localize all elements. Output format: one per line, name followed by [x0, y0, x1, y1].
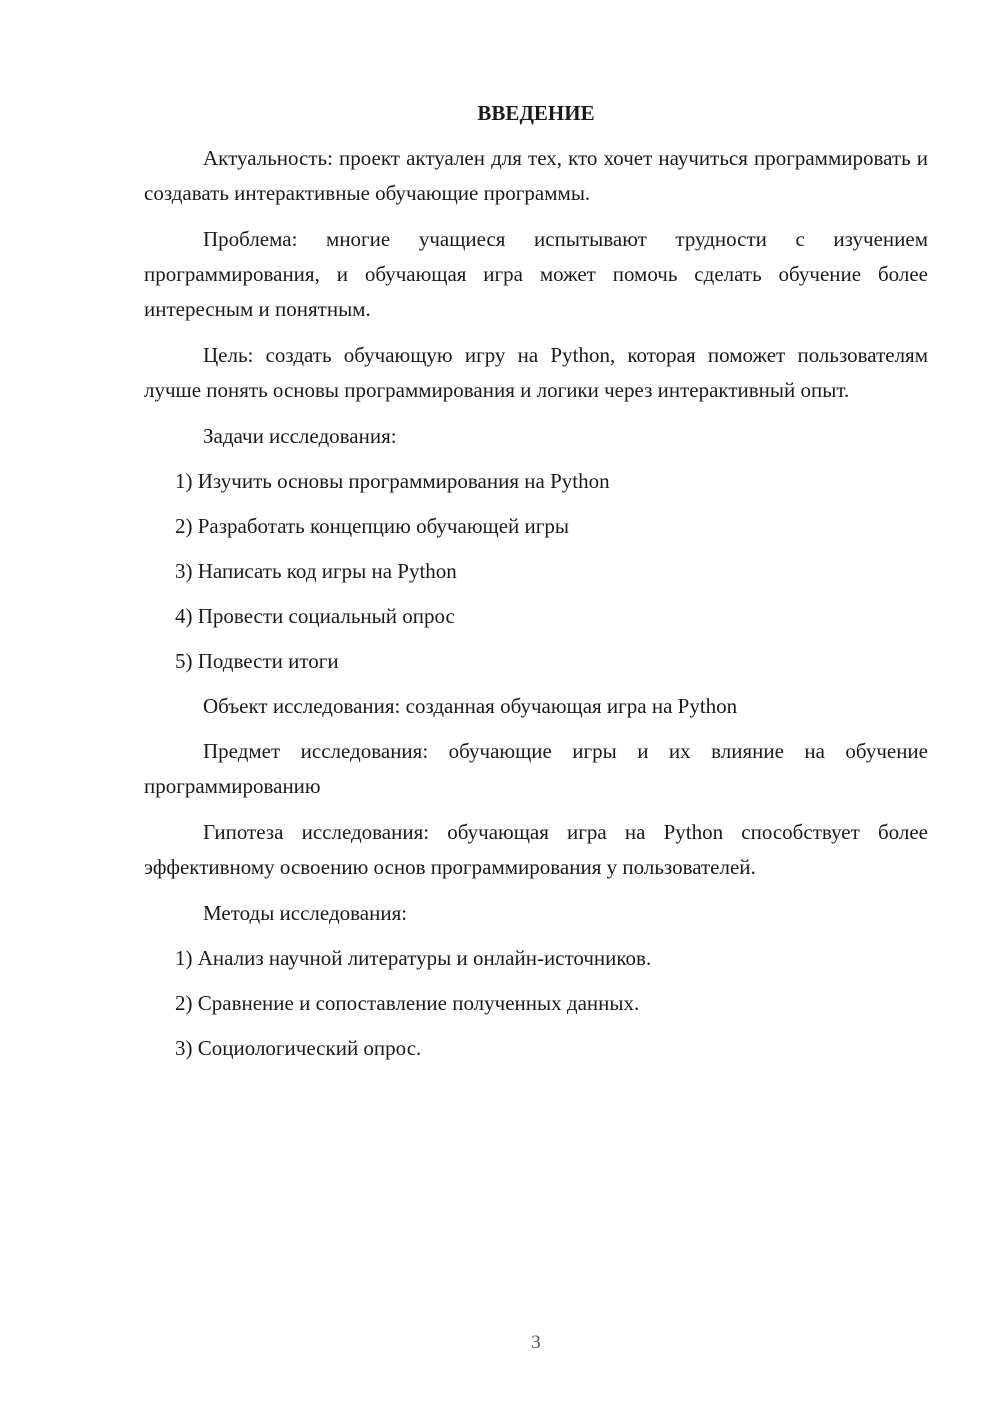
- methods-list-item: 3) Социологический опрос.: [175, 1036, 422, 1060]
- research-hypothesis: Гипотеза исследования: обучающая игра на Python способствует более эффективному освоению основ программирования у пользователей.: [144, 820, 928, 879]
- research-object: Объект исследования: созданная обучающая игра на Python: [203, 694, 738, 718]
- problem-paragraph: Проблема: многие учащиеся испытывают трудности с изучением программирования, и обучающая игра может помочь сделать обучение более интересным и понятным.: [144, 227, 928, 321]
- methods-label: Методы исследования:: [203, 901, 408, 925]
- tasks-list-item: 4) Провести социальный опрос: [175, 604, 455, 628]
- tasks-list-item: 1) Изучить основы программирования на Python: [175, 469, 610, 493]
- tasks-list-item: 3) Написать код игры на Python: [175, 559, 457, 583]
- methods-list-item: 2) Сравнение и сопоставление полученных данных.: [175, 991, 640, 1015]
- research-subject: Предмет исследования: обучающие игры и их влияние на обучение программированию: [144, 739, 928, 798]
- page-number: 3: [531, 1332, 541, 1353]
- tasks-list-item: 2) Разработать концепцию обучающей игры: [175, 514, 569, 538]
- tasks-label: Задачи исследования:: [203, 424, 397, 448]
- methods-list-item: 1) Анализ научной литературы и онлайн-источников.: [175, 946, 652, 970]
- page-content: [144, 96, 928, 1076]
- goal-paragraph: Цель: создать обучающую игру на Python, которая поможет пользователям лучше понять основы программирования и логики через интерактивный опыт.: [144, 343, 928, 402]
- section-heading: ВВЕДЕНИЕ: [477, 101, 595, 125]
- relevance-paragraph: Актуальность: проект актуален для тех, кто хочет научиться программировать и создавать интерактивные обучающие программы.: [144, 146, 928, 205]
- tasks-list-item: 5) Подвести итоги: [175, 649, 339, 673]
